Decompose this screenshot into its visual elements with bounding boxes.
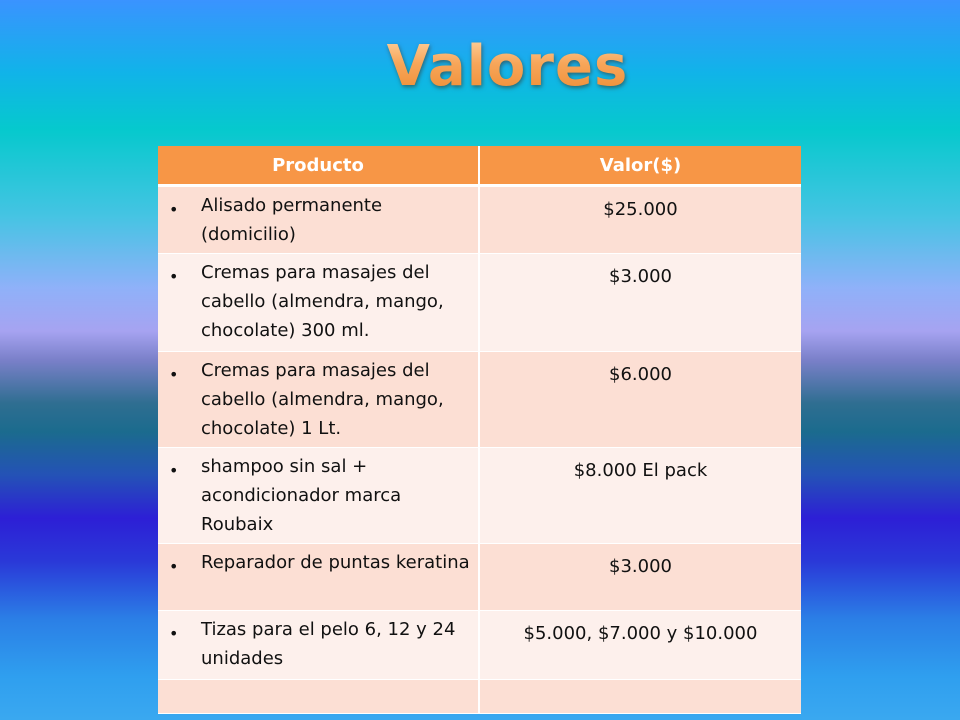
price-table [158,146,801,714]
price-table-container [158,146,801,714]
value-cell [479,186,801,254]
product-name: Reparador de puntas keratina [201,552,470,573]
product-price: $8.000 El pack [573,460,708,481]
product-price: $5.000, $7.000 y $10.000 [523,623,758,644]
column-header-product: Producto [158,146,479,186]
product-name: shampoo sin sal + acondicionador marca Roubaix [201,456,402,535]
value-cell [479,448,801,544]
empty-cell [158,680,479,714]
table-row [158,254,801,352]
product-cell [158,186,479,254]
value-cell [479,544,801,611]
product-cell [158,352,479,448]
product-price: $3.000 [609,266,672,287]
slide-title: Valores [0,34,960,99]
product-cell [158,544,479,611]
table-row [158,611,801,680]
product-name: Cremas para masajes del cabello (almendra, mango, chocolate) 300 ml. [201,262,444,341]
bullet-icon: • [169,624,179,643]
column-header-value: Valor($) [479,146,801,186]
product-cell [158,254,479,352]
table-row-empty [158,680,801,714]
table-row [158,186,801,254]
product-name: Alisado permanente (domicilio) [201,195,383,245]
product-price: $6.000 [609,364,672,385]
bullet-icon: • [169,461,179,480]
value-cell [479,254,801,352]
product-name: Cremas para masajes del cabello (almendra, mango, chocolate) 1 Lt. [201,360,444,439]
bullet-icon: • [169,365,179,384]
bullet-icon: • [169,557,179,576]
product-price: $25.000 [603,199,678,220]
product-name: Tizas para el pelo 6, 12 y 24 unidades [201,619,456,669]
bullet-icon: • [169,200,179,219]
table-row [158,352,801,448]
value-cell [479,352,801,448]
product-cell [158,448,479,544]
bullet-icon: • [169,267,179,286]
table-row [158,448,801,544]
product-cell [158,611,479,680]
empty-cell [479,680,801,714]
table-row [158,544,801,611]
product-price: $3.000 [609,556,672,577]
value-cell [479,611,801,680]
table-header-row [158,146,801,186]
